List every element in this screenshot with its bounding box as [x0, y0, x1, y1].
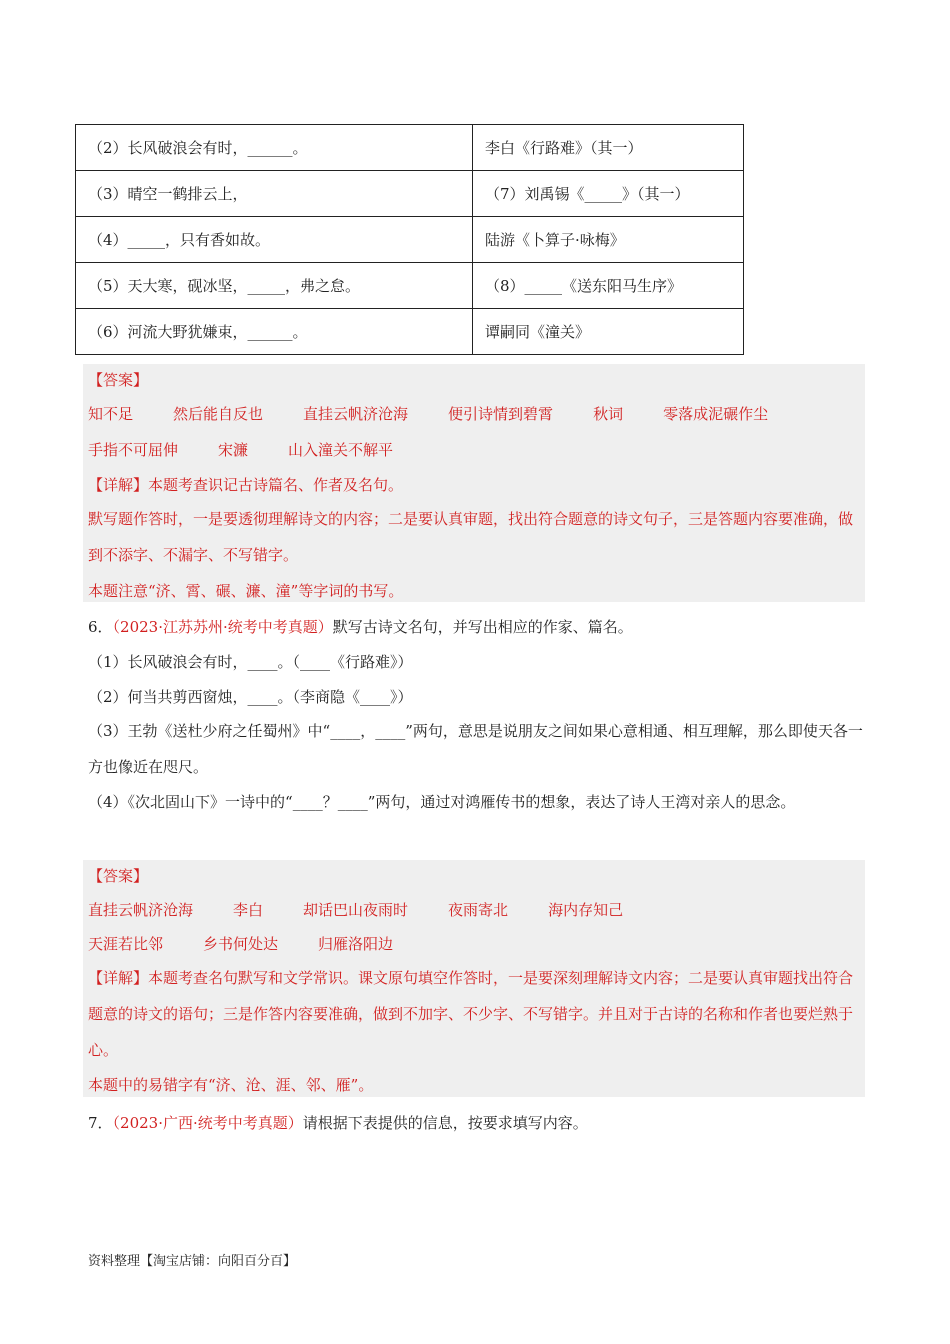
- table-row: [76, 171, 744, 217]
- detail-paragraph: [88, 960, 860, 1068]
- table-cell: （8）_____《送东阳马生序》: [473, 263, 744, 309]
- table-cell: （5）天大寒，砚冰坚，_____，弗之怠。: [76, 263, 473, 309]
- question-6-stem: [88, 616, 633, 637]
- question-text: 请根据下表提供的信息，按要求填写内容。: [302, 1114, 588, 1132]
- table-cell: （7）刘禹锡《_____》（其一）: [473, 171, 744, 217]
- answer-item: 直挂云帆济沧海: [88, 901, 194, 919]
- poem-table: [75, 124, 744, 355]
- answer-label: 【答案】: [88, 867, 149, 885]
- table-row: [76, 217, 744, 263]
- page-footer: 资料整理【淘宝店铺：向阳百分百】: [88, 1254, 297, 1269]
- answer-item: 零落成泥碾作尘: [663, 405, 769, 423]
- answer-row: [88, 439, 433, 460]
- detail-note: 本题注意“济、霄、碾、濂、潼”等字词的书写。: [88, 582, 404, 600]
- answer-item: 知不足: [88, 405, 134, 423]
- answer-label: 【答案】: [88, 371, 149, 389]
- answer-item: 归雁洛阳边: [318, 935, 394, 953]
- question-7-stem: [88, 1112, 588, 1133]
- answer-item: 李白: [233, 901, 264, 919]
- detail-text: 本题考查名句默写和文学常识。课文原句填空作答时，一是要深刻理解诗文内容；二是要认真审题找出符合题意的诗文的语句；三是作答内容要准确，做到不加字、不少字、不写错字。并且对于古诗的名称和作者也要烂熟于心。: [88, 969, 854, 1059]
- table-cell: （4）_____，只有香如故。: [76, 217, 473, 263]
- answer-item: 山入潼关不解平: [288, 441, 394, 459]
- detail-paragraph: 默写题作答时，一是要透彻理解诗文的内容；二是要认真审题，找出符合题意的诗文句子，三是答题内容要准确，做到不添字、不漏字、不写错字。: [88, 510, 854, 564]
- detail-label: 【详解】: [88, 969, 149, 987]
- answer-item: 乡书何处达: [203, 935, 279, 953]
- question-source: （2023·江苏苏州·统考中考真题）: [112, 618, 333, 636]
- answer-item: 手指不可屈伸: [88, 441, 179, 459]
- answer-item: 秋词: [593, 405, 624, 423]
- question-6-sub-1: （1）长风破浪会有时，____。（____《行路难》）: [88, 653, 413, 671]
- answer-row: [88, 899, 663, 920]
- answer-item: 然后能自反也: [173, 405, 264, 423]
- question-source: （2023·广西·统考中考真题）: [112, 1114, 303, 1132]
- answer-item: 直挂云帆济沧海: [303, 405, 409, 423]
- question-6-sub-2: （2）何当共剪西窗烛，____。（李商隐《____》）: [88, 688, 413, 706]
- table-cell: （2）长风破浪会有时，______。: [76, 125, 473, 171]
- answer-item: 宋濂: [218, 441, 249, 459]
- table-cell: 陆游《卜算子·咏梅》: [473, 217, 744, 263]
- table-cell: （3）晴空一鹤排云上，: [76, 171, 473, 217]
- answer-item: 却话巴山夜雨时: [303, 901, 409, 919]
- answer-item: 夜雨寄北: [448, 901, 509, 919]
- detail-note: 本题中的易错字有“济、沧、涯、邻、雁”。: [88, 1076, 374, 1094]
- question-6-sub-3: （3）王勃《送杜少府之任蜀州》中“____，____”两句，意思是说朋友之间如果心意相通、相互理解，那么即使天各一方也像近在咫尺。: [88, 722, 863, 776]
- detail-label: 【详解】: [88, 476, 149, 494]
- table-cell: 李白《行路难》（其一）: [473, 125, 744, 171]
- answer-row: [88, 403, 808, 424]
- table-row: [76, 263, 744, 309]
- question-6-sub-4: （4）《次北固山下》一诗中的“____？____”两句，通过对鸿雁传书的想象，表达了诗人王湾对亲人的思念。: [88, 793, 796, 811]
- table-row: [76, 309, 744, 355]
- question-text: 默写古诗文名句，并写出相应的作家、篇名。: [332, 618, 633, 636]
- table-row: [76, 125, 744, 171]
- detail-text: 本题考查识记古诗篇名、作者及名句。: [148, 476, 404, 494]
- table-cell: （6）河流大野犹嫌束，______。: [76, 309, 473, 355]
- question-number: 7．: [88, 1114, 113, 1132]
- detail-line: [88, 474, 403, 495]
- question-number: 6．: [88, 618, 113, 636]
- answer-item: 便引诗情到碧霄: [448, 405, 554, 423]
- answer-item: 海内存知己: [548, 901, 624, 919]
- answer-item: 天涯若比邻: [88, 935, 164, 953]
- answer-row: [88, 933, 433, 954]
- table-cell: 谭嗣同《潼关》: [473, 309, 744, 355]
